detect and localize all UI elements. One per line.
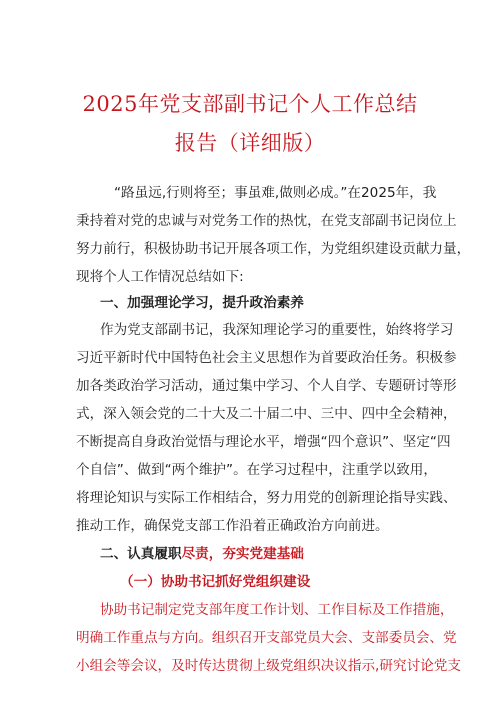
subsection-1-line-3: 小组会等会议，及时传达贯彻上级党组织决议指示,研究讨论党支	[76, 658, 461, 674]
intro-line-2: 秉持着对党的忠诚与对党务工作的热忱，在党支部副书记岗位上	[76, 213, 457, 229]
section-1-line-7: 将理论知识与实际工作相结合，努力用党的创新理论指导实践、	[76, 490, 457, 506]
intro-line-4: 现将个人工作情况总结如下:	[76, 269, 244, 285]
intro-line-1: “路虽远,行则将至；事虽难,做则必成。”在2025年，我	[114, 185, 437, 201]
section-2-heading-red: 尽责，夯实党建基础	[181, 546, 304, 562]
section-1-line-1: 作为党支部副书记，我深知理论学习的重要性，始终将学习	[100, 322, 454, 338]
document-title-line-1: 2025年党支部副书记个人工作总结	[82, 92, 418, 116]
subsection-1-heading: （一）协助书记抓好党组织建设	[120, 574, 311, 590]
intro-line-3: 努力前行，积极协助书记开展各项工作，为党组织建设贡献力量，	[76, 241, 471, 257]
section-1-line-8: 推动工作，确保党支部工作沿着正确政治方向前进。	[76, 518, 389, 534]
document-title-line-2: 报告（详细版）	[174, 131, 326, 155]
section-1-line-5: 不断提高自身政治觉悟与理论水平，增强“四个意识”、坚定“四	[76, 434, 451, 450]
subsection-1-line-1: 协助书记制定党支部年度工作计划、工作目标及工作措施，	[100, 602, 454, 618]
subsection-1-line-2: 明确工作重点与方向。组织召开支部党员大会、支部委员会、党	[76, 630, 457, 646]
section-1-line-6: 个自信”、做到“两个维护”。在学习过程中，注重学以致用，	[76, 462, 437, 478]
section-2-heading	[100, 548, 304, 562]
section-2-heading-black: 二、认真履职	[100, 546, 182, 562]
section-1-line-3: 加各类政治学习活动，通过集中学习、个人自学、专题研讨等形	[76, 378, 457, 394]
section-1-heading: 一、加强理论学习，提升政治素养	[100, 295, 304, 311]
section-1-line-4: 式，深入领会党的二十大及二十届二中、三中、四中全会精神，	[76, 406, 457, 422]
section-1-line-2: 习近平新时代中国特色社会主义思想作为首要政治任务。积极参	[76, 350, 457, 366]
